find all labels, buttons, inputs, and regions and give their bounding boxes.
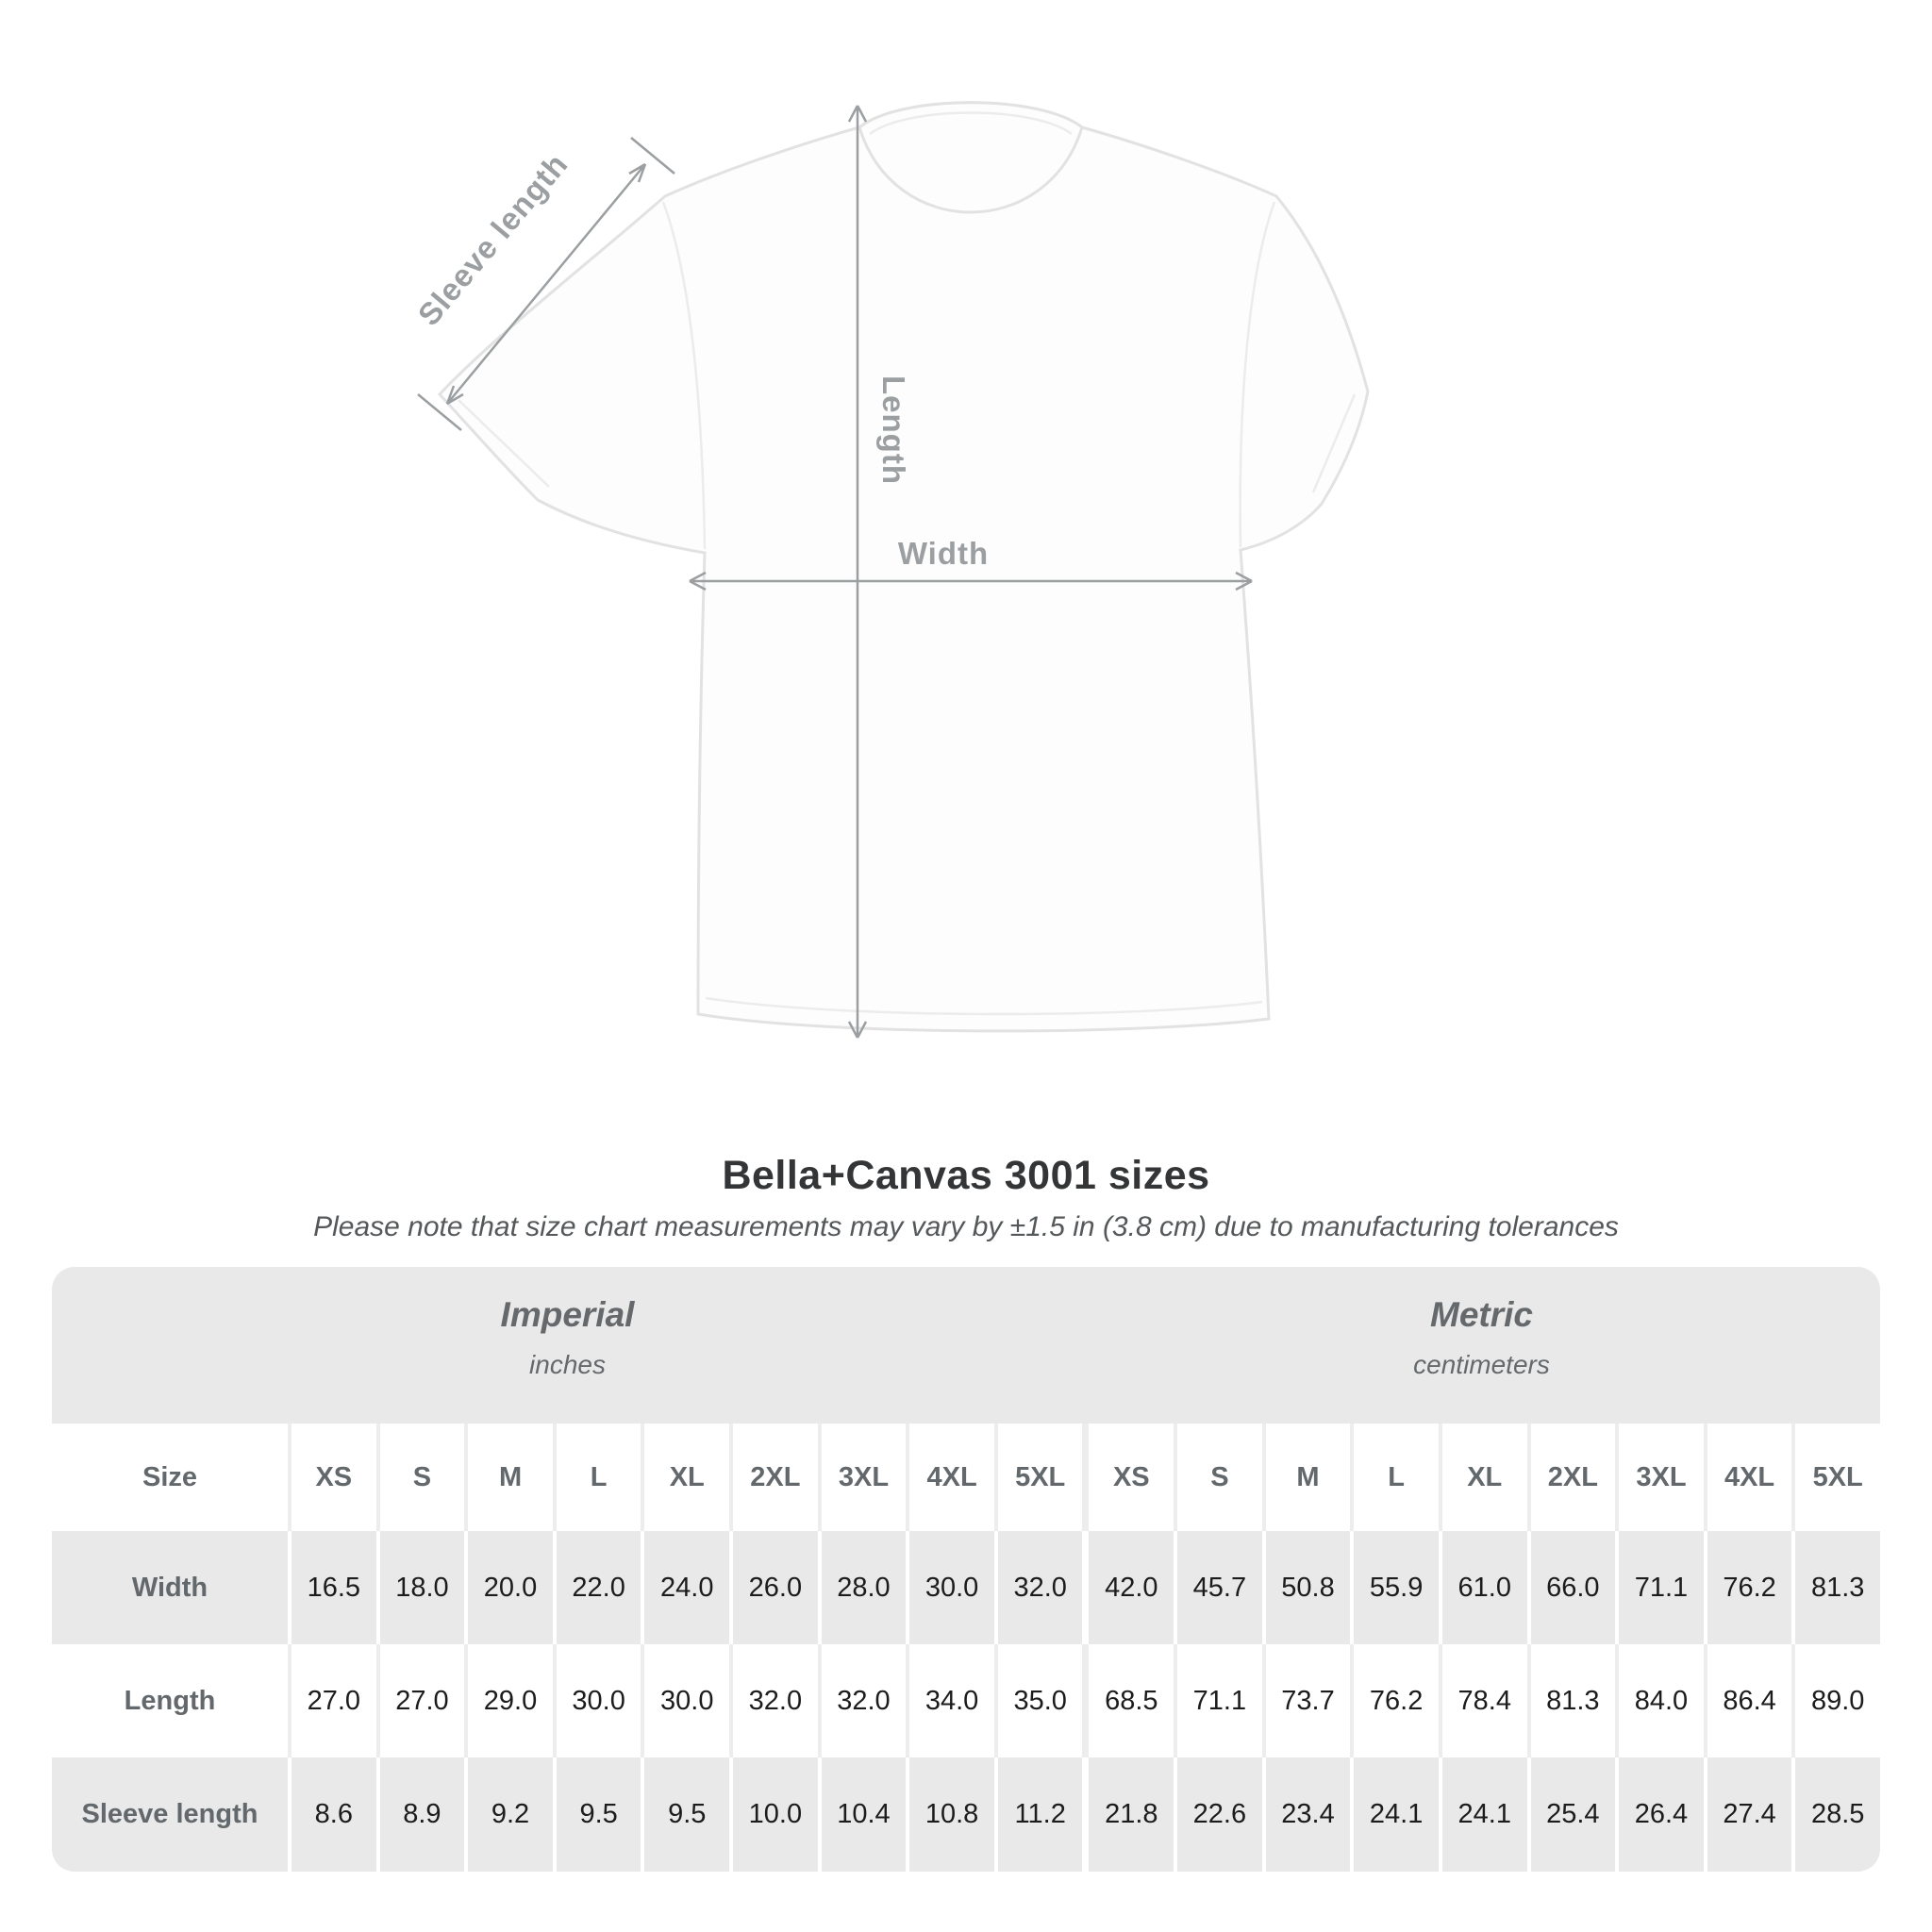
table-cell: 35.0	[994, 1644, 1083, 1757]
table-cell: 10.0	[729, 1757, 818, 1872]
table-cell: 32.0	[818, 1644, 907, 1757]
table-cell: 42.0	[1082, 1531, 1174, 1644]
size-chart-title: Bella+Canvas 3001 sizes	[722, 1153, 1210, 1198]
table-cell: 24.1	[1350, 1757, 1439, 1872]
table-cell: 8.6	[288, 1757, 376, 1872]
table-cell: 24.0	[641, 1531, 729, 1644]
table-cell: 23.4	[1262, 1757, 1351, 1872]
table-cell: 73.7	[1262, 1644, 1351, 1757]
size-col-header: 3XL	[1615, 1424, 1704, 1531]
unit-group-metric	[1083, 1267, 1880, 1424]
table-cell: 8.9	[376, 1757, 465, 1872]
table-cell: 26.4	[1615, 1757, 1704, 1872]
unit-group-unit: centimeters	[1413, 1350, 1550, 1379]
size-col-header: 2XL	[729, 1424, 818, 1531]
size-col-header: S	[376, 1424, 465, 1531]
table-cell: 11.2	[994, 1757, 1083, 1872]
size-col-header: 3XL	[818, 1424, 907, 1531]
table-cell: 30.0	[906, 1531, 994, 1644]
table-cell: 32.0	[729, 1644, 818, 1757]
unit-group-imperial	[52, 1267, 1083, 1424]
table-cell: 81.3	[1527, 1644, 1616, 1757]
row-label: Length	[124, 1685, 216, 1716]
table-cell: 50.8	[1262, 1531, 1351, 1644]
table-cell: 26.0	[729, 1531, 818, 1644]
table-cell: 81.3	[1791, 1531, 1880, 1644]
table-cell: 34.0	[906, 1644, 994, 1757]
size-col-header: 5XL	[1791, 1424, 1880, 1531]
sleeve-length-label: Sleeve length	[410, 146, 575, 332]
row-label: Width	[131, 1572, 208, 1603]
size-col-header: 2XL	[1527, 1424, 1616, 1531]
table-cell: 27.0	[376, 1644, 465, 1757]
unit-group-unit: inches	[529, 1350, 606, 1379]
table-cell: 18.0	[376, 1531, 465, 1644]
table-cell: 16.5	[288, 1531, 376, 1644]
table-cell: 29.0	[464, 1644, 553, 1757]
table-cell: 66.0	[1527, 1531, 1616, 1644]
table-cell: 55.9	[1350, 1531, 1439, 1644]
table-cell: 68.5	[1082, 1644, 1174, 1757]
size-header-cell: Size	[142, 1461, 198, 1492]
table-row-width	[52, 1531, 1880, 1644]
length-label: Length	[876, 375, 911, 485]
row-label: Sleeve length	[81, 1799, 258, 1829]
table-cell: 71.1	[1174, 1644, 1262, 1757]
size-col-header: S	[1174, 1424, 1262, 1531]
table-cell: 45.7	[1174, 1531, 1262, 1644]
table-cell: 25.4	[1527, 1757, 1616, 1872]
size-col-header: M	[1262, 1424, 1351, 1531]
table-cell: 10.4	[818, 1757, 907, 1872]
table-row-length	[52, 1644, 1880, 1757]
size-col-header: L	[553, 1424, 641, 1531]
table-cell: 78.4	[1439, 1644, 1527, 1757]
table-cell: 76.2	[1350, 1644, 1439, 1757]
unit-header-band	[52, 1267, 1880, 1424]
table-cell: 21.8	[1082, 1757, 1174, 1872]
table-cell: 22.0	[553, 1531, 641, 1644]
table-cell: 84.0	[1615, 1644, 1704, 1757]
table-cell: 22.6	[1174, 1757, 1262, 1872]
size-col-header: XL	[1439, 1424, 1527, 1531]
size-col-header: 5XL	[994, 1424, 1083, 1531]
table-cell: 76.2	[1704, 1531, 1792, 1644]
table-cell: 71.1	[1615, 1531, 1704, 1644]
table-cell: 30.0	[553, 1644, 641, 1757]
table-cell: 89.0	[1791, 1644, 1880, 1757]
size-col-header: 4XL	[906, 1424, 994, 1531]
size-col-header: 4XL	[1704, 1424, 1792, 1531]
unit-group-label: Metric	[1430, 1295, 1533, 1334]
table-cell: 86.4	[1704, 1644, 1792, 1757]
unit-group-label: Imperial	[500, 1295, 635, 1334]
table-cell: 27.4	[1704, 1757, 1792, 1872]
table-cell: 9.5	[641, 1757, 729, 1872]
table-cell: 32.0	[994, 1531, 1083, 1644]
size-col-header: XL	[641, 1424, 729, 1531]
table-cell: 27.0	[288, 1644, 376, 1757]
table-cell: 28.0	[818, 1531, 907, 1644]
table-cell: 9.5	[553, 1757, 641, 1872]
table-cell: 24.1	[1439, 1757, 1527, 1872]
table-cell: 20.0	[464, 1531, 553, 1644]
width-label: Width	[897, 536, 990, 571]
table-cell: 28.5	[1791, 1757, 1880, 1872]
size-chart-note: Please note that size chart measurements may vary by ±1.5 in (3.8 cm) due to manufacturing tolerances	[313, 1211, 1619, 1242]
table-row-sleeve-length	[52, 1757, 1880, 1872]
table-cell: 61.0	[1439, 1531, 1527, 1644]
table-cell: 10.8	[906, 1757, 994, 1872]
size-col-header: XS	[1082, 1424, 1174, 1531]
size-col-header: XS	[288, 1424, 376, 1531]
table-cell: 30.0	[641, 1644, 729, 1757]
size-col-header: L	[1350, 1424, 1439, 1531]
size-header-row	[52, 1424, 1880, 1531]
table-cell: 9.2	[464, 1757, 553, 1872]
size-col-header: M	[464, 1424, 553, 1531]
size-table	[52, 1267, 1880, 1872]
